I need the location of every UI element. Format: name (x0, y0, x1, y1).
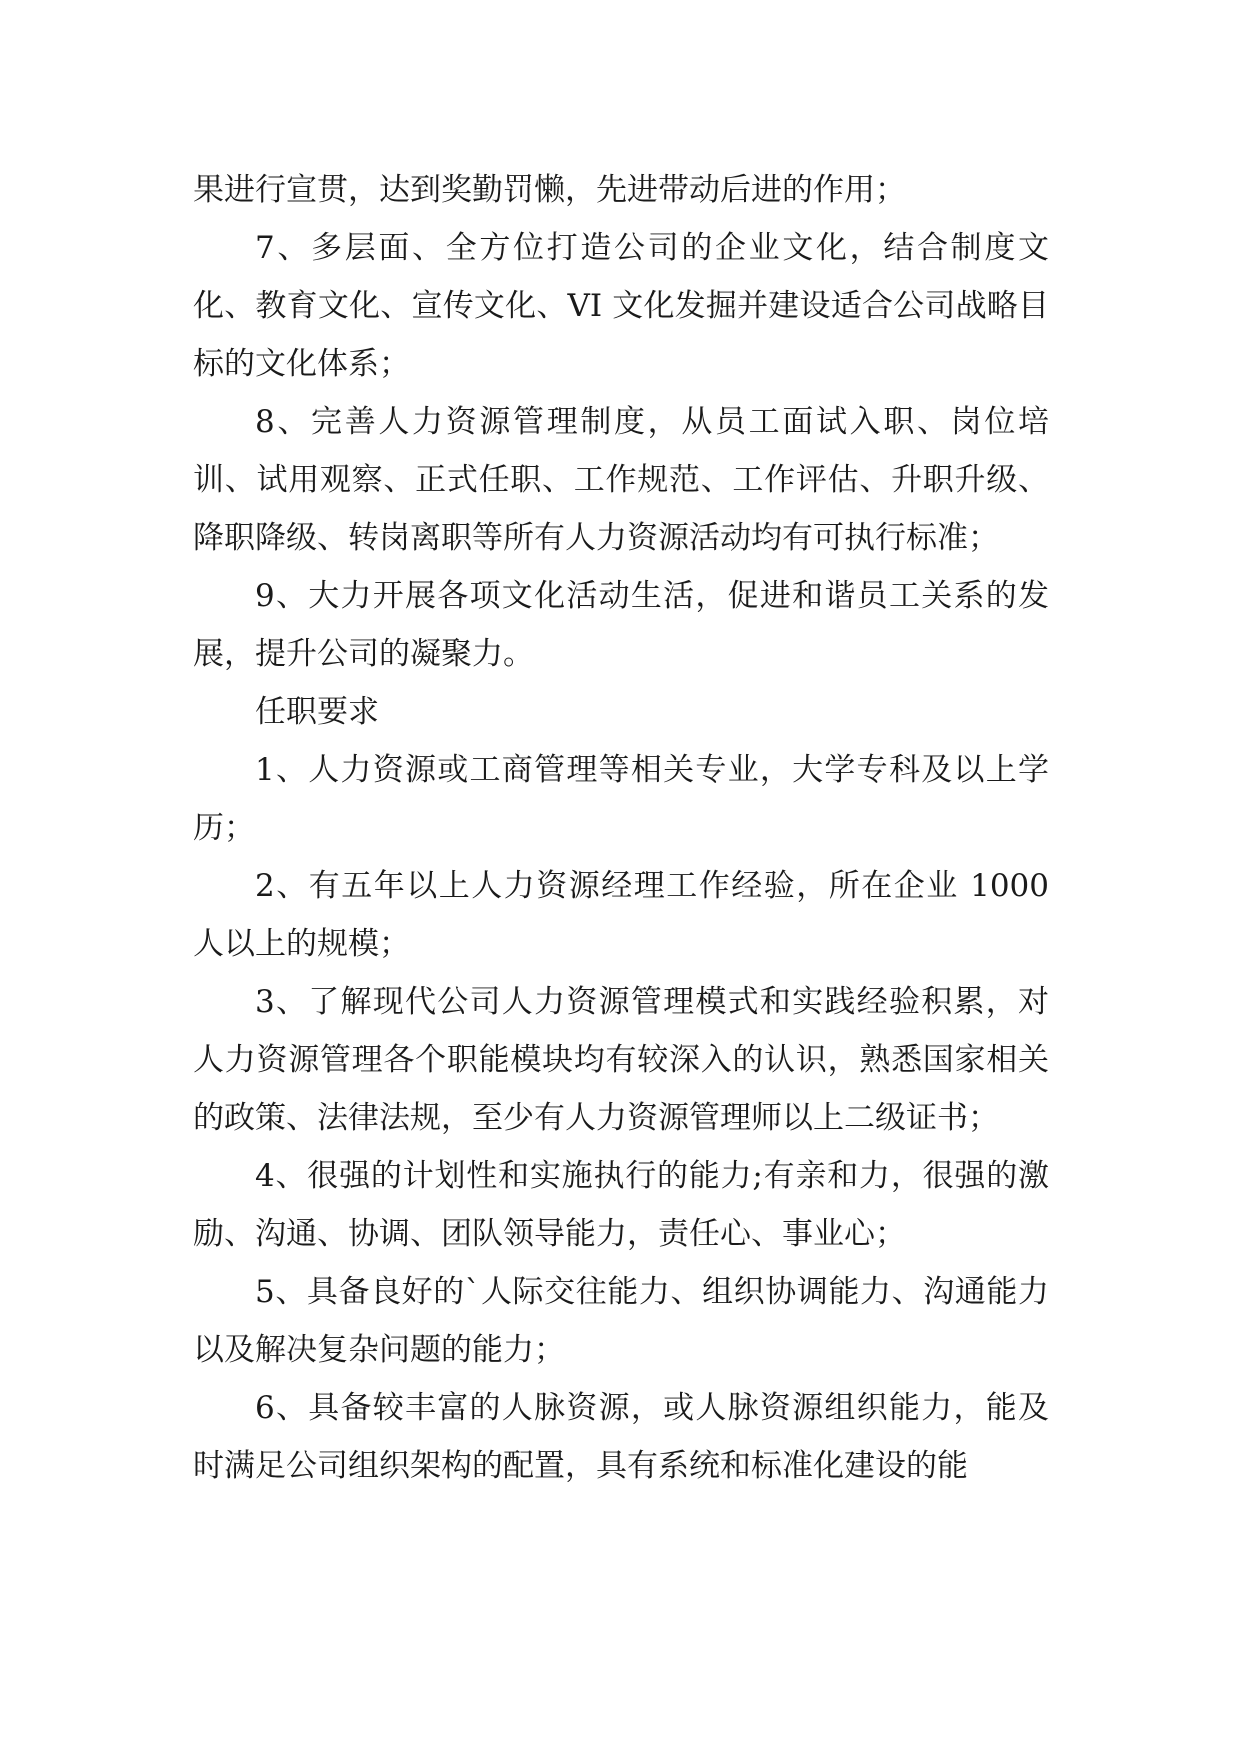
paragraph-item-7: 7、多层面、全方位打造公司的企业文化，结合制度文化、教育文化、宣传文化、VI 文化发掘并建设适合公司战略目标的文化体系； (193, 230, 1049, 382)
requirement-item-4: 4、很强的计划性和实施执行的能力;有亲和力，很强的激励、沟通、协调、团队领导能力，责任心、事业心； (193, 1158, 1049, 1252)
requirement-item-3: 3、了解现代公司人力资源管理模式和实践经验积累，对人力资源管理各个职能模块均有较深入的认识，熟悉国家相关的政策、法律法规，至少有人力资源管理师以上二级证书； (193, 984, 1049, 1136)
paragraph-item-8: 8、完善人力资源管理制度，从员工面试入职、岗位培训、试用观察、正式任职、工作规范、工作评估、升职升级、降职降级、转岗离职等所有人力资源活动均有可执行标准； (193, 404, 1049, 556)
paragraph-continuation: 果进行宣贯，达到奖勤罚懒，先进带动后进的作用； (193, 172, 906, 208)
requirement-item-6: 6、具备较丰富的人脉资源，或人脉资源组织能力，能及时满足公司组织架构的配置，具有系统和标准化建设的能 (193, 1390, 1049, 1484)
requirement-item-5: 5、具备良好的`人际交往能力、组织协调能力、沟通能力以及解决复杂问题的能力； (193, 1274, 1049, 1368)
requirement-item-2: 2、有五年以上人力资源经理工作经验，所在企业 1000 人以上的规模； (193, 868, 1049, 962)
paragraph-item-9: 9、大力开展各项文化活动生活，促进和谐员工关系的发展，提升公司的凝聚力。 (193, 578, 1049, 672)
requirement-item-1: 1、人力资源或工商管理等相关专业，大学专科及以上学历； (193, 752, 1049, 846)
section-heading-requirements: 任职要求 (255, 694, 379, 730)
document-body (193, 161, 1049, 1495)
